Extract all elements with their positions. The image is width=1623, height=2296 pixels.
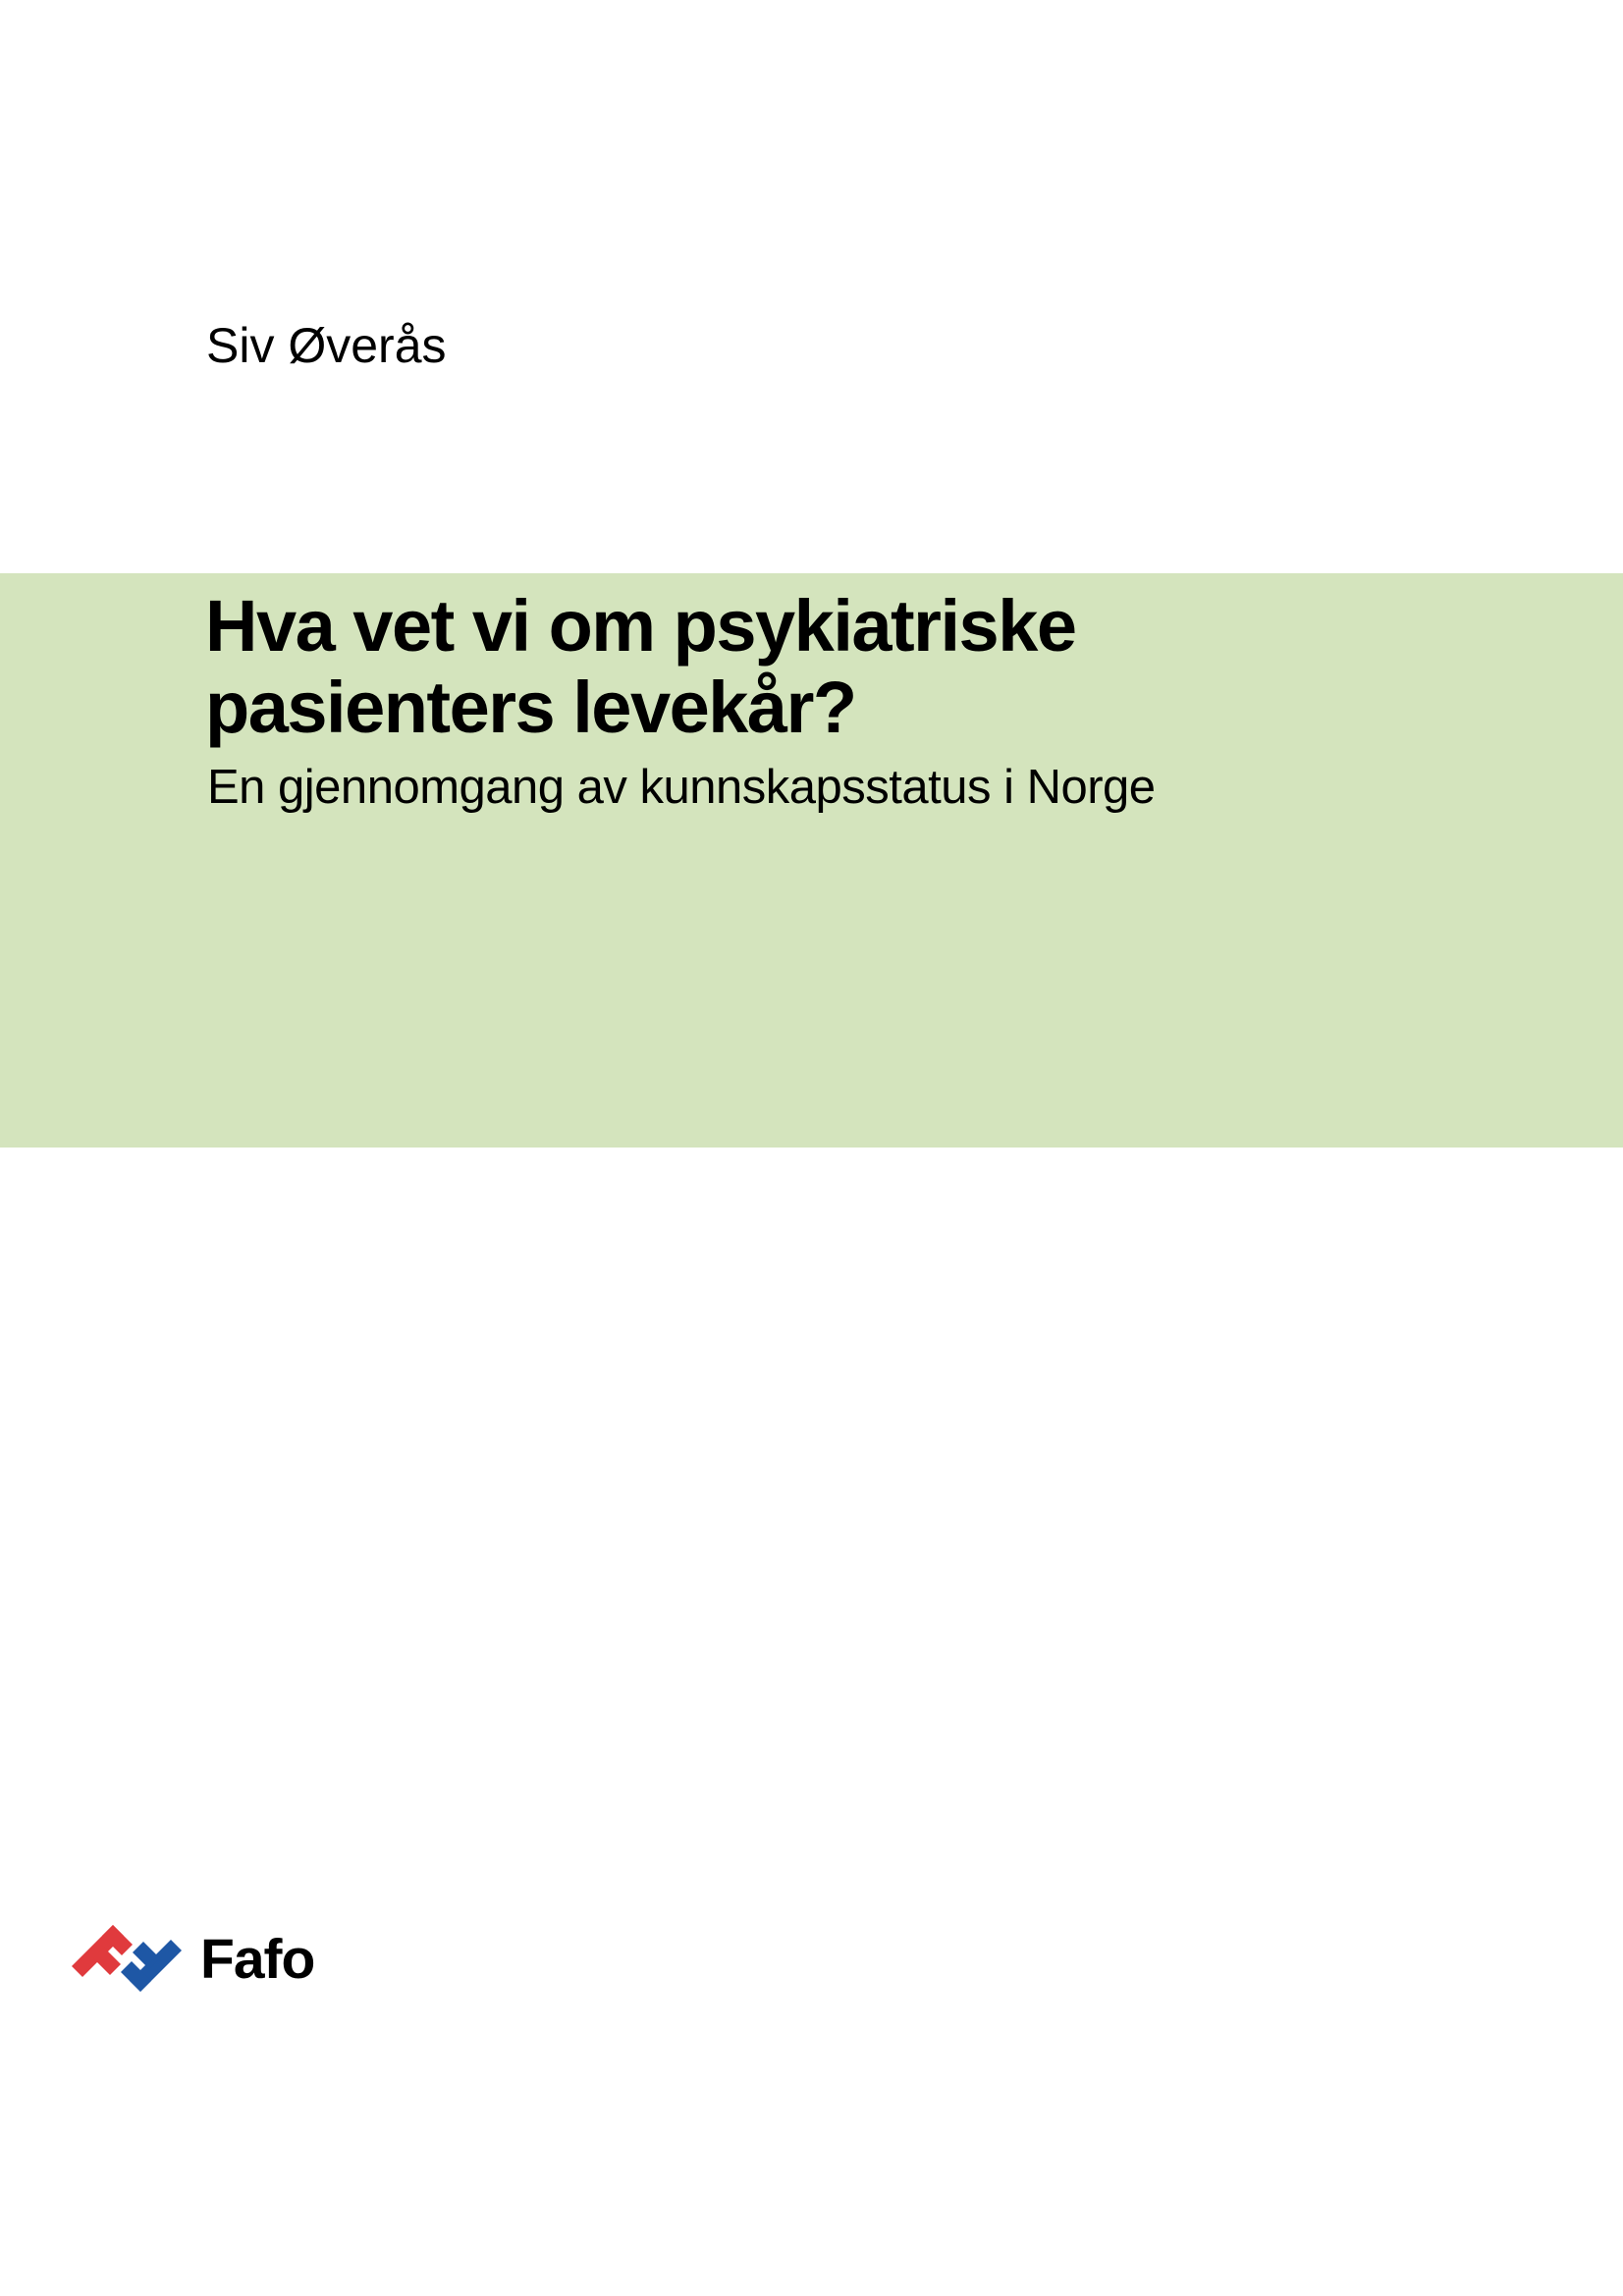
fafo-logo-icon bbox=[66, 1912, 188, 2004]
report-title bbox=[205, 585, 1076, 748]
fafo-logo bbox=[66, 1912, 478, 2004]
title-band bbox=[0, 573, 1623, 1148]
fafo-wordmark: Fafo bbox=[200, 1928, 315, 1991]
report-title-line-2: pasienters levekår? bbox=[205, 667, 856, 748]
author-name: Siv Øverås bbox=[206, 318, 447, 373]
report-subtitle: En gjennomgang av kunnskapsstatus i Norge bbox=[207, 761, 1156, 814]
fafo-logo-blue-shape bbox=[121, 1940, 182, 1992]
fafo-logo-red-shape bbox=[72, 1925, 133, 1977]
report-title-line-1: Hva vet vi om psykiatriske bbox=[205, 585, 1076, 667]
